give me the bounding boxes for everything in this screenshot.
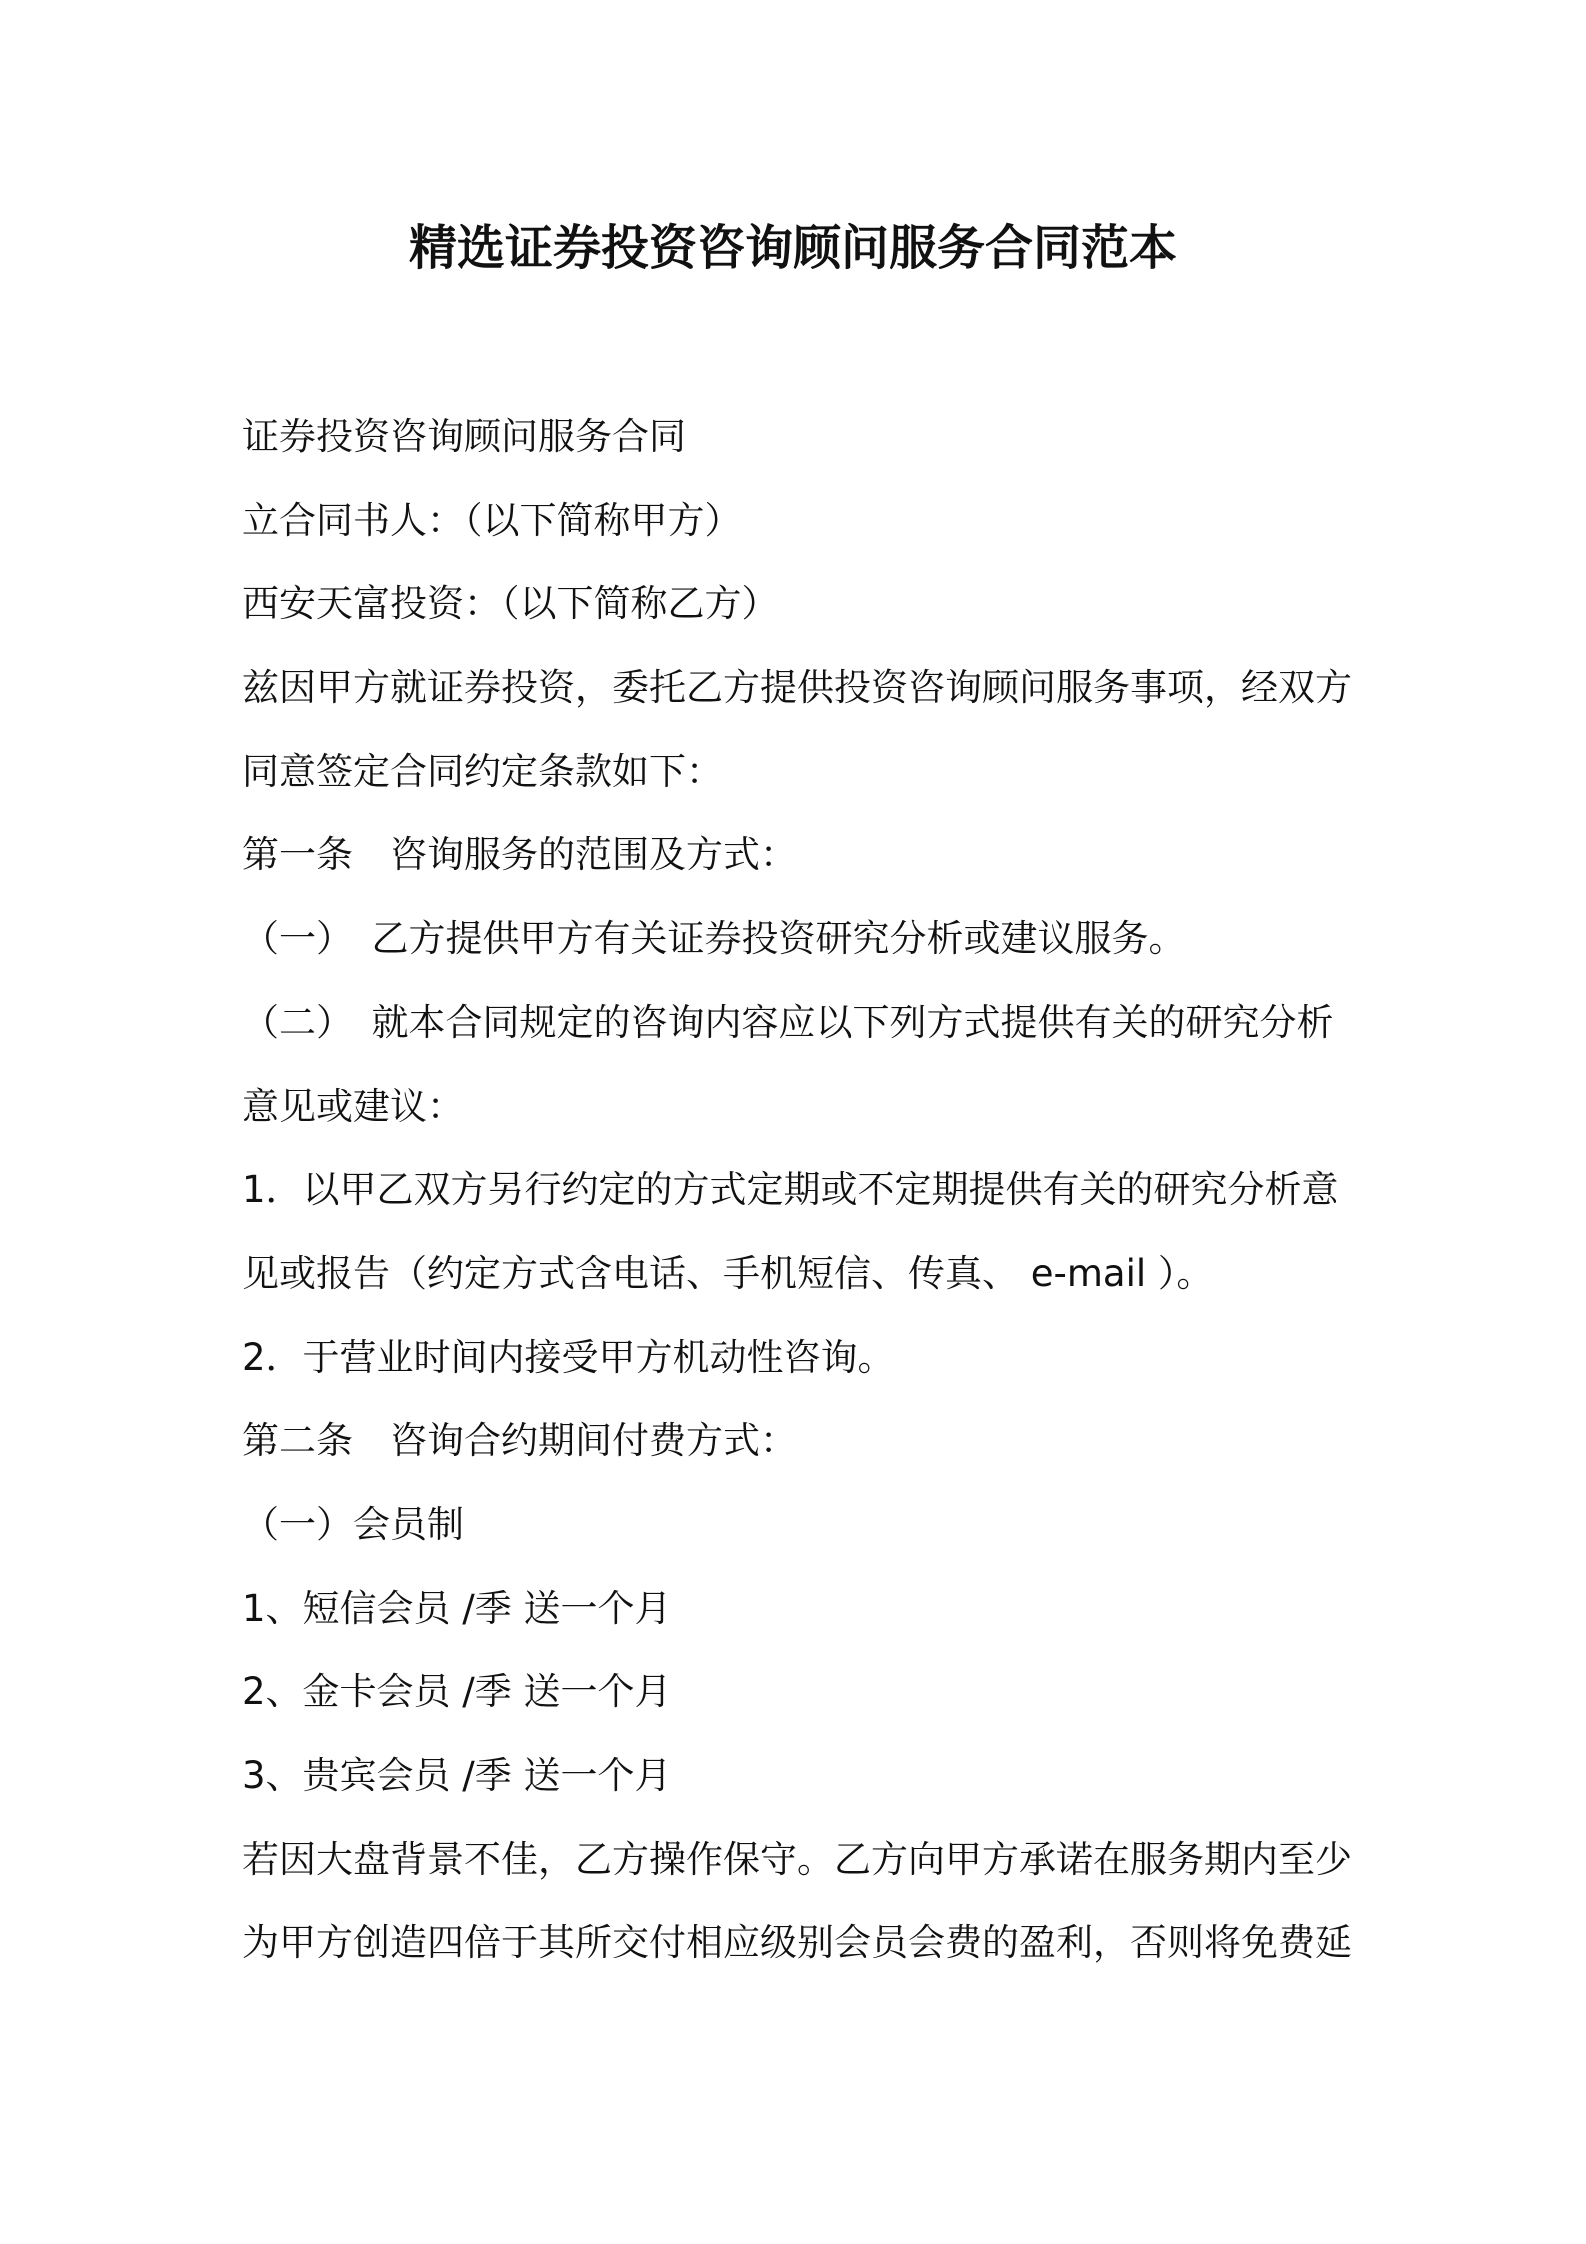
body-line: 为甲方创造四倍于其所交付相应级别会员会费的盈利，否则将免费延 [242,1921,1352,1965]
body-line: 兹因甲方就证券投资，委托乙方提供投资咨询顾问服务事项，经双方 [242,666,1352,710]
body-line: 见或报告（约定方式含电话、手机短信、传真、 e-mail ）。 [242,1251,1214,1295]
page-title: 精选证券投资咨询顾问服务合同范本 [408,220,1177,276]
body-line: 若因大盘背景不佳，乙方操作保守。乙方向甲方承诺在服务期内至少 [242,1837,1352,1881]
body-line: 1．以甲乙双方另行约定的方式定期或不定期提供有关的研究分析意 [242,1168,1339,1212]
body-line: 西安天富投资：（以下简称乙方） [242,582,779,626]
body-line: （二） 就本合同规定的咨询内容应以下列方式提供有关的研究分析 [242,1000,1334,1044]
body-line: 意见或建议： [242,1084,464,1128]
body-line: 2、金卡会员 /季 送一个月 [242,1670,672,1714]
body-line: 同意签定合同约定条款如下： [242,749,723,793]
body-line: 证券投资咨询顾问服务合同 [242,415,686,458]
body-line: 1、短信会员 /季 送一个月 [242,1586,672,1630]
body-line: 第二条 咨询合约期间付费方式： [242,1419,797,1463]
body-line: 立合同书人：（以下简称甲方） [242,498,742,542]
document-body [242,395,1362,1985]
body-line: 3、贵宾会员 /季 送一个月 [242,1754,672,1797]
body-line: 2．于营业时间内接受甲方机动性咨询。 [242,1335,895,1379]
body-line: 第一条 咨询服务的范围及方式： [242,833,797,877]
body-line: （一）会员制 [242,1502,464,1546]
body-line: （一） 乙方提供甲方有关证券投资研究分析或建议服务。 [242,917,1186,961]
